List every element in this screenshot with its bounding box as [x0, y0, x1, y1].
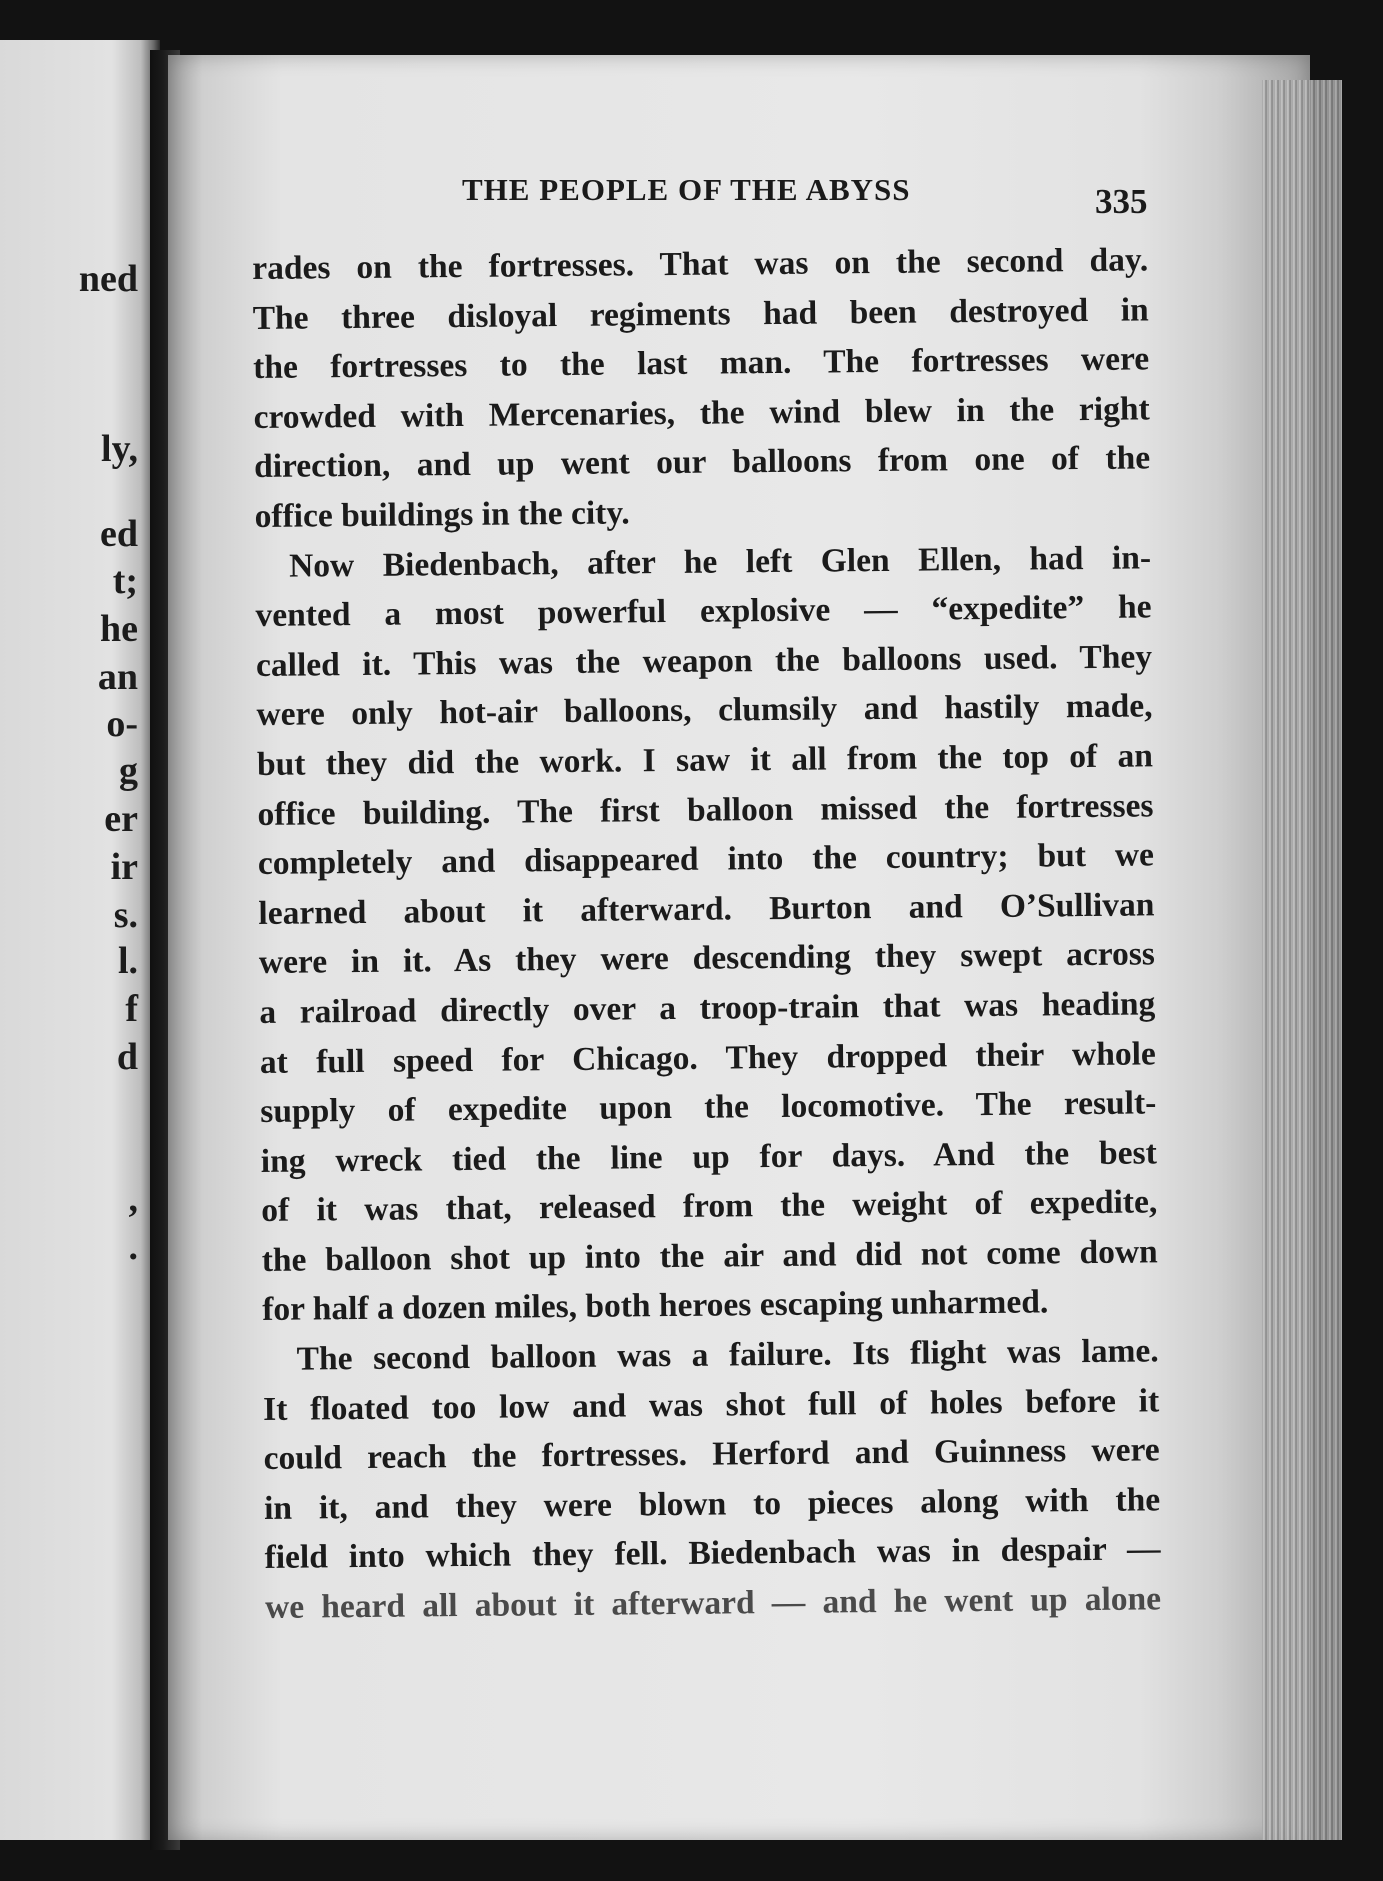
text-line: office buildings in the city.	[254, 494, 630, 535]
left-page-fragment: an	[97, 656, 138, 698]
left-page-fragment: o-	[106, 703, 138, 745]
text-line: were only hot-air balloons, clumsily and hastily made,	[256, 687, 1153, 734]
left-page-fragment: t;	[112, 560, 138, 602]
left-page-fragment: f	[125, 988, 138, 1030]
text-line: learned about it afterward. Burton and O’Sullivan	[258, 886, 1155, 932]
text-line: supply of expedite upon the locomotive. The result-	[260, 1084, 1157, 1131]
text-line: called it. This was the weapon the balloons used. They	[255, 638, 1153, 684]
left-page-fragment: l.	[117, 940, 138, 982]
page-number: 335	[1095, 182, 1148, 221]
text-line: ing wreck tied the line up for days. And the best	[260, 1134, 1157, 1180]
left-page-fragment: g	[119, 750, 138, 792]
text-line: were in it. As they were descending they swept across	[258, 935, 1156, 982]
text-line: of it was that, released from the weight of expedite,	[261, 1183, 1158, 1230]
left-page-fragment: ned	[78, 258, 138, 300]
text-line: crowded with Mercenaries, the wind blew in the right	[253, 390, 1150, 436]
left-page-fragment: .	[128, 1226, 138, 1268]
left-page-fragment: he	[100, 608, 138, 650]
text-line: It floated too low and was shot full of holes before it	[263, 1382, 1160, 1428]
text-line: field into which they fell. Biedenbach was in despair —	[264, 1530, 1161, 1577]
text-line: vented a most powerful explosive — “expedite” he	[255, 588, 1152, 635]
text-line: The three disloyal regiments had been destroyed in	[252, 290, 1149, 337]
left-page-fragment: ed	[100, 513, 138, 555]
text-line: a railroad directly over a troop-train that was heading	[259, 985, 1156, 1031]
body-text	[252, 235, 1161, 1632]
left-page-fragment: ly,	[101, 428, 138, 470]
text-line: Now Biedenbach, after he left Glen Ellen, had in-	[288, 538, 1152, 585]
text-line: for half a dozen miles, both heroes escaping unharmed.	[262, 1283, 1049, 1329]
text-line: could reach the fortresses. Herford and Guinness were	[263, 1431, 1160, 1478]
text-line: we heard all about it afterward — and he went up alone	[264, 1580, 1162, 1626]
text-line: the fortresses to the last man. The fortresses were	[253, 340, 1150, 387]
text-line: rades on the fortresses. That was on the second day.	[252, 241, 1149, 287]
left-page-fragment: ,	[128, 1178, 138, 1220]
left-page-fragment: d	[116, 1036, 138, 1078]
left-page-fragment: s.	[113, 894, 138, 936]
text-line: The second balloon was a failure. Its flight was lame.	[296, 1332, 1159, 1378]
text-line: direction, and up went our balloons from one of the	[253, 439, 1151, 486]
text-line: but they did the work. I saw it all from the top of an	[256, 737, 1154, 783]
text-line: the balloon shot up into the air and did not come down	[261, 1233, 1158, 1279]
page-edges	[1262, 80, 1342, 1840]
left-page-fragment: ir	[110, 846, 138, 888]
previous-page	[0, 40, 160, 1840]
text-line: office building. The first balloon missed the fortresses	[257, 786, 1154, 833]
text-line: in it, and they were blown to pieces along with the	[263, 1481, 1161, 1527]
text-line: at full speed for Chicago. They dropped their whole	[259, 1034, 1156, 1081]
text-line: completely and disappeared into the country; but we	[257, 836, 1155, 883]
running-title: THE PEOPLE OF THE ABYSS	[462, 172, 911, 207]
left-page-fragment: er	[104, 798, 138, 840]
